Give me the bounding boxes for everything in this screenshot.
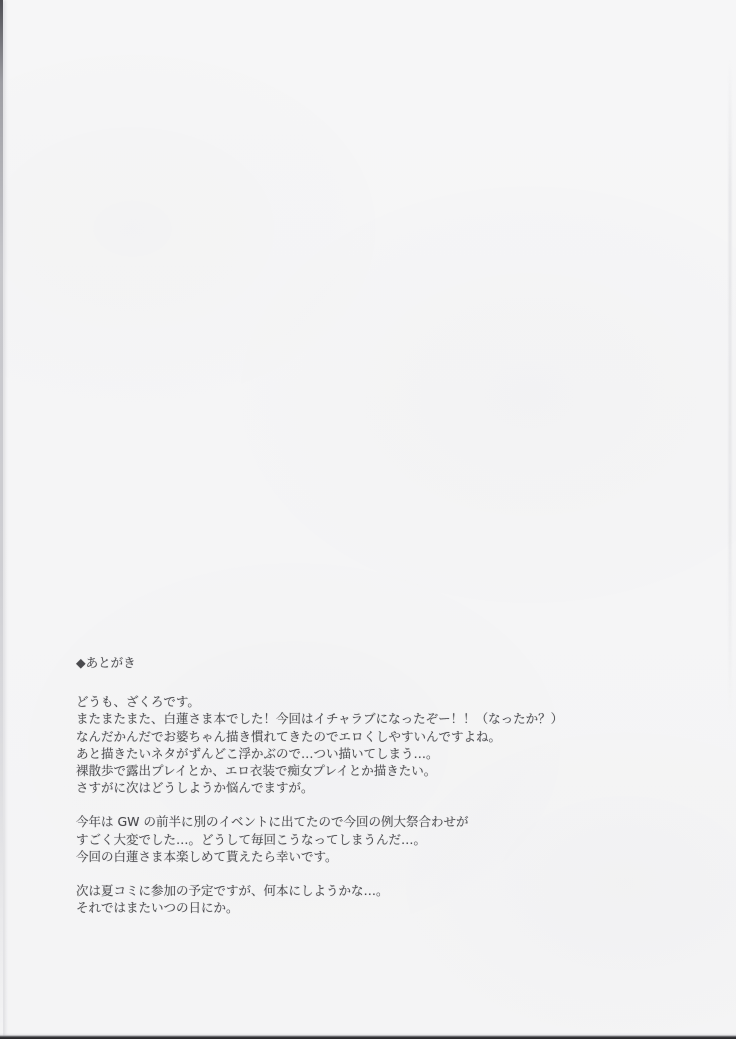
afterword-line: 今年は GW の前半に別のイベントに出てたので今回の例大祭合わせが bbox=[76, 814, 469, 830]
afterword-text-block bbox=[76, 654, 636, 916]
afterword-line: さすがに次はどうしようか悩んでますが。 bbox=[76, 780, 314, 796]
scan-edge-left-artifact bbox=[0, 0, 3, 1039]
afterword-paragraph-1 bbox=[76, 693, 636, 796]
afterword-line: あと描きたいネタがずんどこ浮かぶので…つい描いてしまう…。 bbox=[76, 745, 439, 761]
afterword-line: 次は夏コミに参加の予定ですが、何本にしようかな…。 bbox=[76, 883, 389, 899]
afterword-paragraph-2 bbox=[76, 813, 636, 865]
afterword-line: どうも、ざくろです。 bbox=[76, 694, 200, 710]
afterword-line: それではまたいつの日にか。 bbox=[76, 900, 239, 916]
afterword-line: すごく大変でした…。どうして毎回こうなってしまうんだ…。 bbox=[76, 831, 427, 847]
scan-edge-right-artifact bbox=[729, 60, 731, 720]
afterword-heading: ◆あとがき bbox=[76, 655, 136, 670]
afterword-line: なんだかんだでお婆ちゃん描き慣れてきたのでエロくしやすいんですよね。 bbox=[76, 728, 502, 744]
afterword-paragraph-3 bbox=[76, 882, 636, 916]
afterword-line: 今回の白蓮さま本楽しめて貰えたら幸いです。 bbox=[76, 848, 338, 864]
afterword-line: またまたまた、白蓮さま本でした！今回はイチャラブになったぞー！！（なったか？） bbox=[76, 711, 564, 727]
afterword-line: 裸散歩で露出プレイとか、エロ衣装で痴女プレイとか描きたい。 bbox=[76, 763, 437, 779]
scan-edge-bottom-artifact bbox=[0, 1033, 736, 1039]
